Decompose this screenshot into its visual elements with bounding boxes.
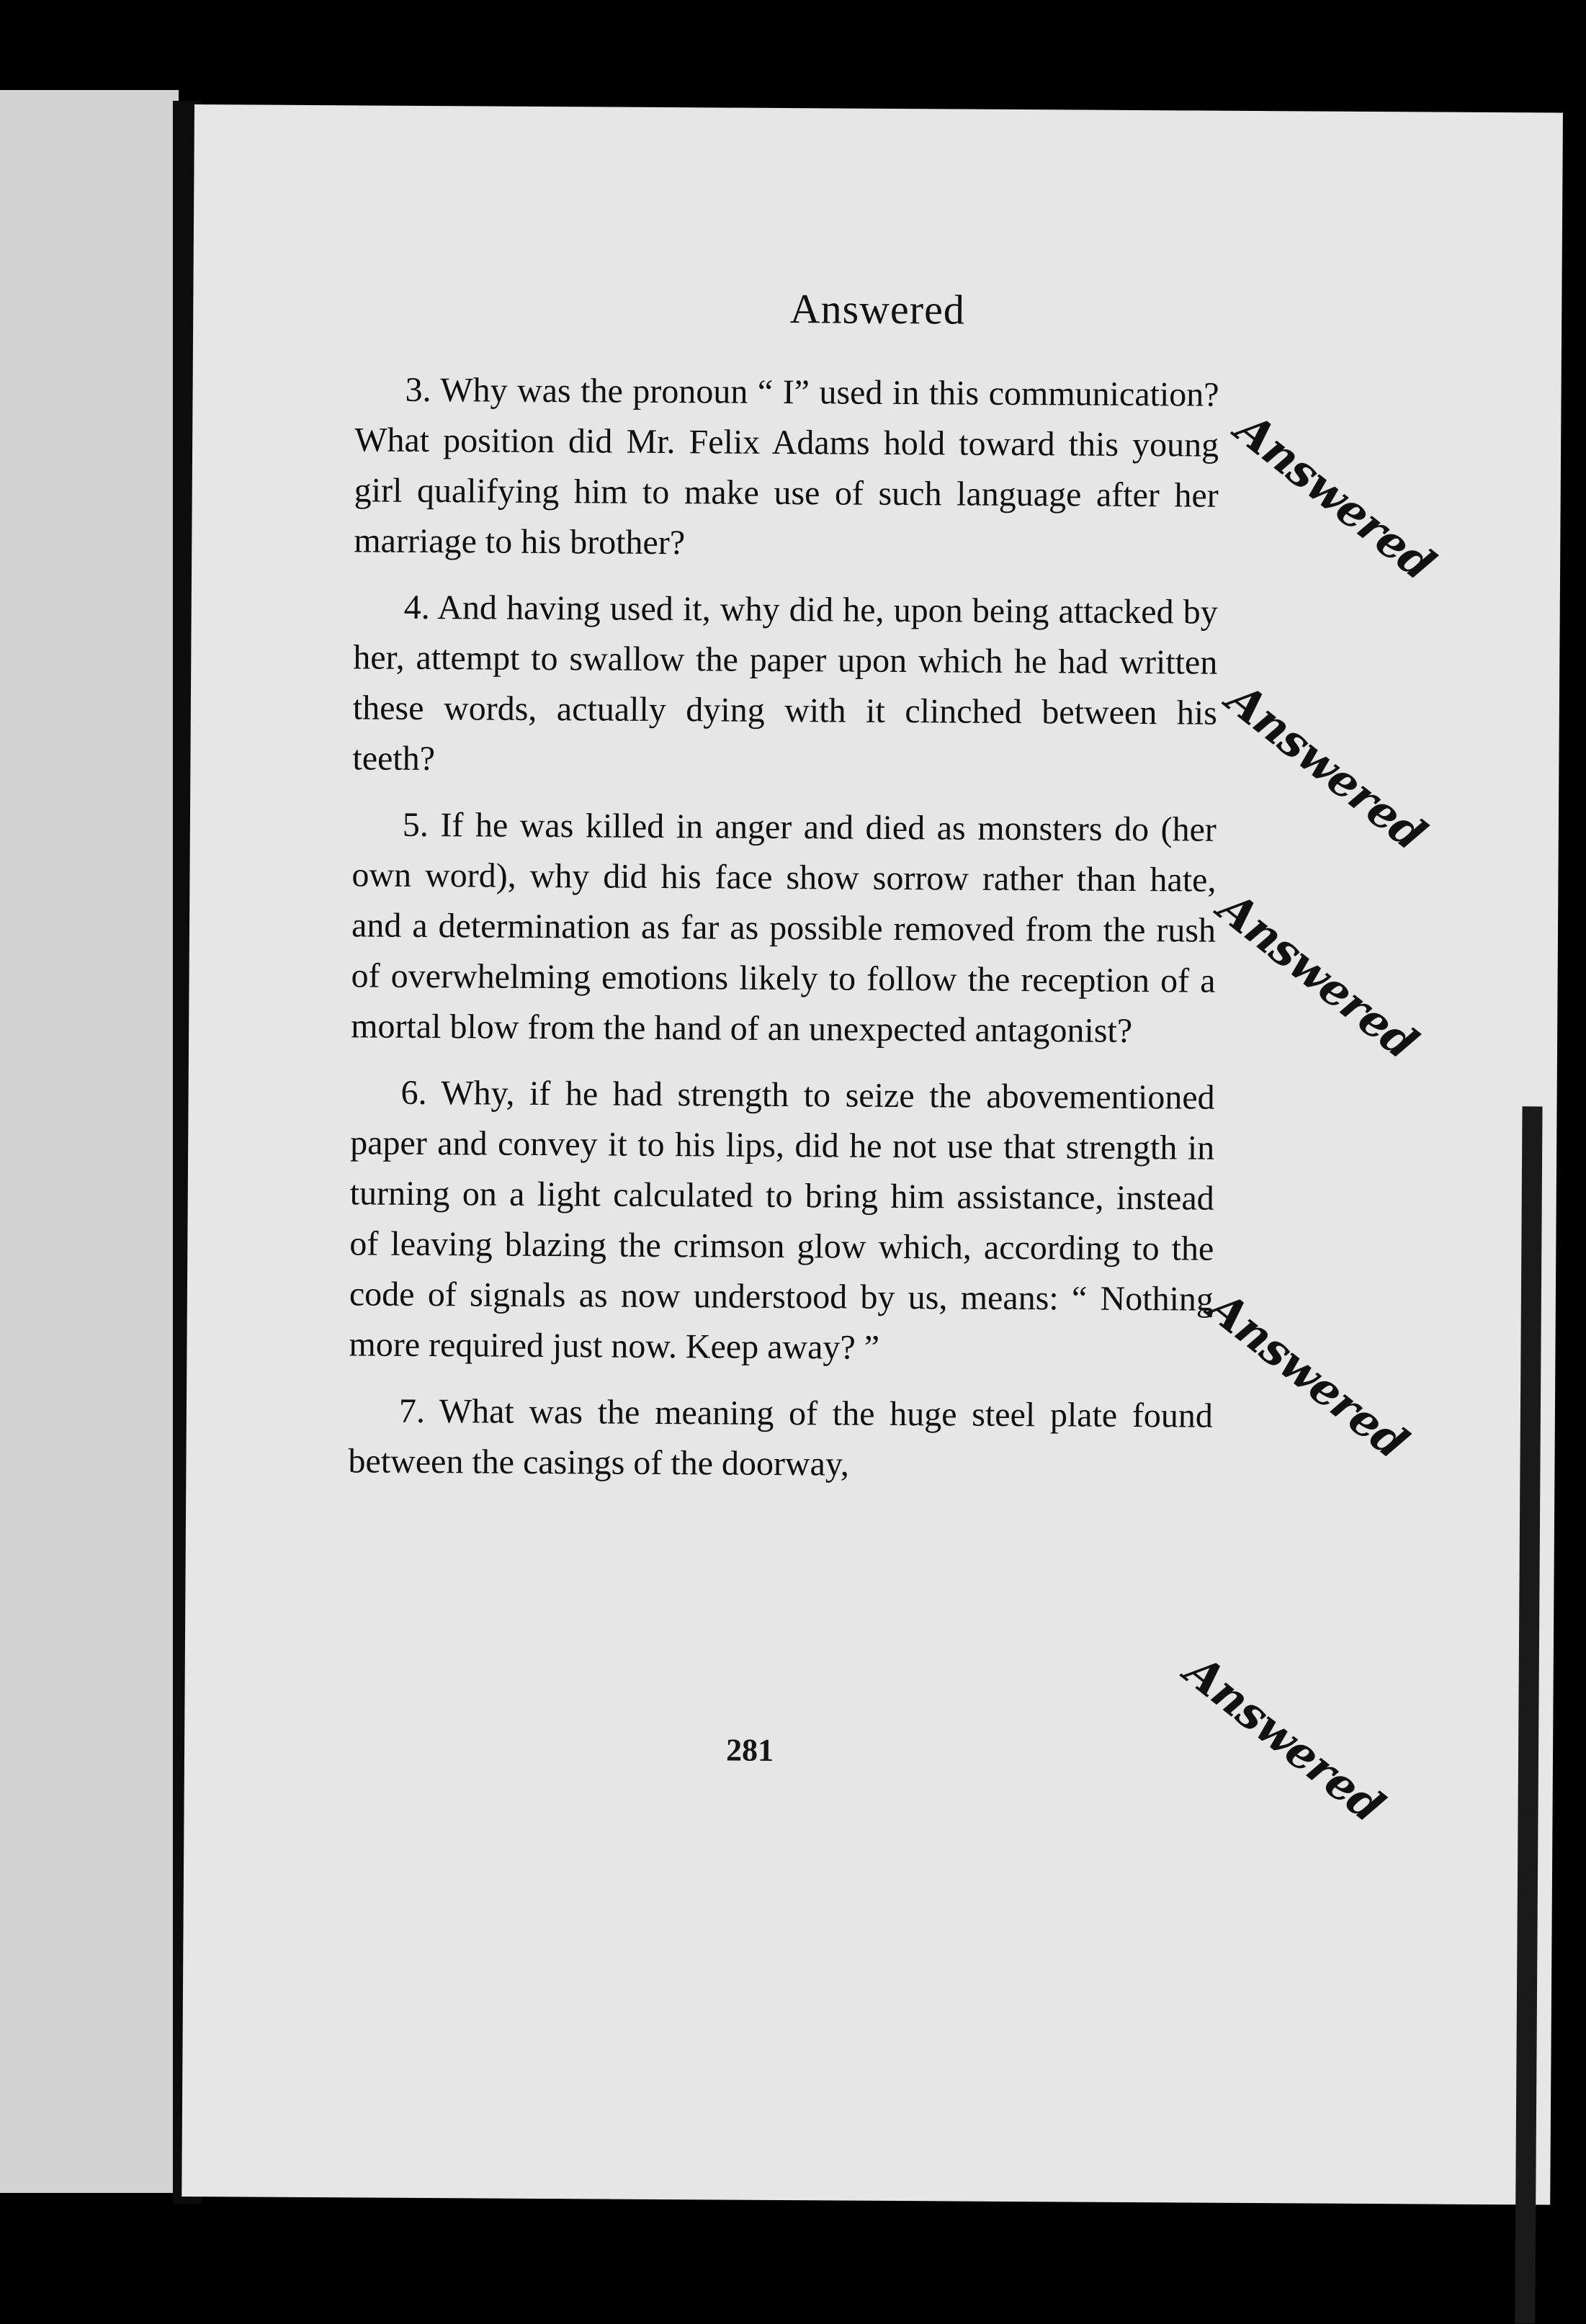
question-4: 4. And having used it, why did he, upon being attacked by her, attempt to swallow the paper upon which he had written these words, actually dying with it clinched between his teeth? xyxy=(352,588,1218,779)
answered-stamp-5: Answered xyxy=(1209,881,1427,1069)
question-5: 5. If he was killed in anger and died as monsters do (her own word), why did his face show sorrow rather than hate, and a determination as far as possible removed from the rush of overwhelming emotions likely to follow the reception of a mortal blow from the hand of an unexpected antagonist? xyxy=(351,805,1217,1050)
previous-page xyxy=(0,90,179,2193)
question-3: 3. Why was the pronoun “ I” used in this communication? What position did Mr. Felix Adams hold toward this young girl qualifying him to make use of such language after her marriage to his brother? xyxy=(354,370,1219,562)
answered-stamp-7: Answered xyxy=(1175,1644,1394,1833)
answered-stamp-6: Answered xyxy=(1199,1280,1417,1469)
answered-stamp-4: Answered xyxy=(1217,672,1435,861)
question-7: 7. What was the meaning of the huge steel plate found between the casings of the doorway, xyxy=(348,1391,1214,1484)
book-page xyxy=(182,104,1563,2205)
page-body xyxy=(348,364,1219,1507)
running-head: Answered xyxy=(789,285,966,333)
page-number: 281 xyxy=(725,1732,774,1768)
page-edge-shadow xyxy=(1515,1106,1542,2323)
answered-stamp-3: Answered xyxy=(1226,403,1445,591)
question-6: 6. Why, if he had strength to seize the abovementioned paper and convey it to his lips, did he not use that strength in turning on a light calculated to bring him assistance, instead of leaving blazing the crimson glow which, according to the code of signals as now understood by us, means: “ Nothing more required just now. Keep away? ” xyxy=(349,1073,1215,1367)
